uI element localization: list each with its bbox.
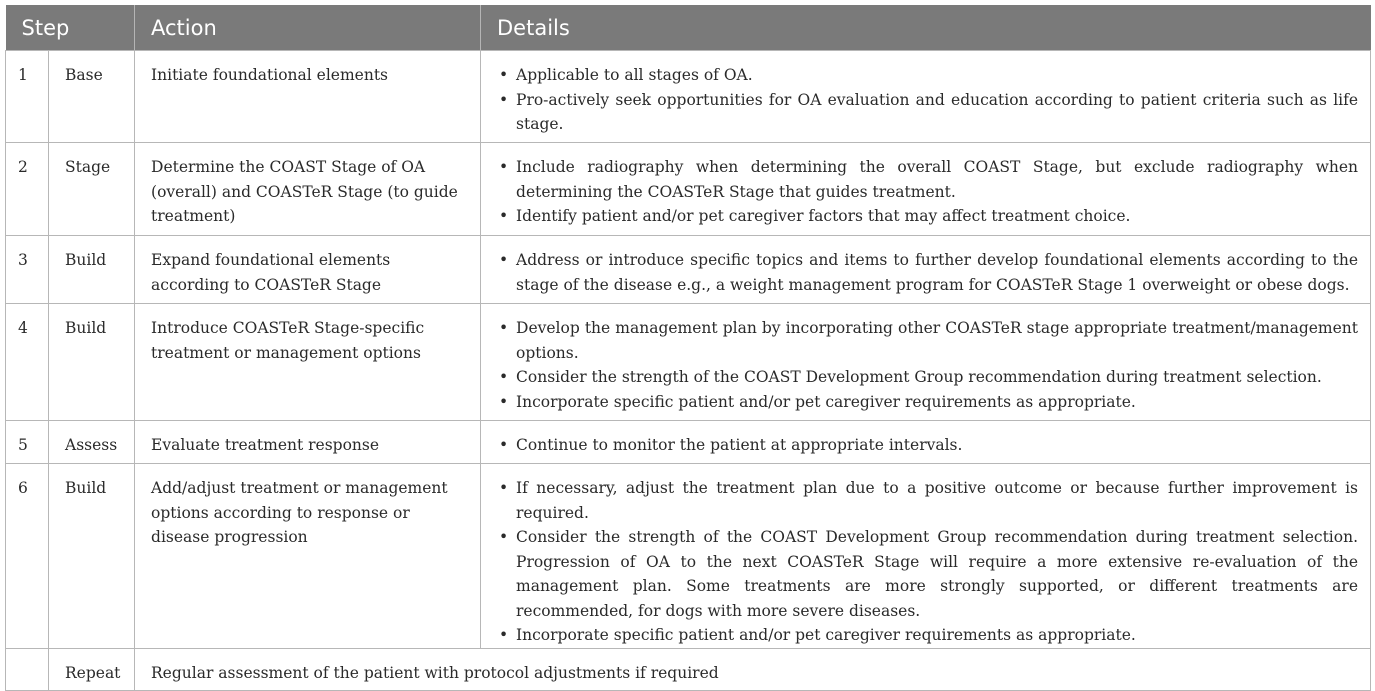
details-list xyxy=(499,248,1358,297)
action-cell: Evaluate treatment response xyxy=(135,421,481,464)
detail-item: • Consider the strength of the COAST Development Group recommendation during treatment selection. xyxy=(516,365,1358,390)
header-details: Details xyxy=(481,5,1371,51)
table-row xyxy=(6,648,1371,690)
action-cell: Introduce COASTeR Stage-specific treatment or management options xyxy=(135,304,481,421)
details-cell xyxy=(481,236,1371,304)
step-number: 6 xyxy=(6,464,49,649)
details-cell xyxy=(481,421,1371,464)
protocol-table xyxy=(5,5,1371,691)
table-row xyxy=(6,236,1371,304)
details-cell xyxy=(481,464,1371,649)
details-cell xyxy=(481,143,1371,236)
details-list xyxy=(499,155,1358,229)
detail-item: • Pro-actively seek opportunities for OA evaluation and education according to patient criteria such as life stage. xyxy=(516,88,1358,137)
header-step: Step xyxy=(6,5,135,51)
step-name: Repeat xyxy=(49,648,135,690)
action-cell: Determine the COAST Stage of OA (overall) and COASTeR Stage (to guide treatment) xyxy=(135,143,481,236)
step-name: Build xyxy=(49,236,135,304)
details-cell xyxy=(481,304,1371,421)
detail-item: • Incorporate specific patient and/or pet caregiver requirements as appropriate. xyxy=(516,390,1358,415)
step-name: Build xyxy=(49,464,135,649)
header-action: Action xyxy=(135,5,481,51)
detail-item: • Applicable to all stages of OA. xyxy=(516,63,1358,88)
table-row xyxy=(6,304,1371,421)
step-name: Assess xyxy=(49,421,135,464)
details-list xyxy=(499,63,1358,137)
detail-item: • Incorporate specific patient and/or pet caregiver requirements as appropriate. xyxy=(516,623,1358,648)
details-list xyxy=(499,316,1358,414)
repeat-action-cell: Regular assessment of the patient with protocol adjustments if required xyxy=(135,648,1371,690)
step-number: 5 xyxy=(6,421,49,464)
table-row xyxy=(6,421,1371,464)
details-list xyxy=(499,433,1358,458)
detail-item: • If necessary, adjust the treatment plan due to a positive outcome or because further improvement is required. xyxy=(516,476,1358,525)
action-cell: Initiate foundational elements xyxy=(135,51,481,143)
detail-item: • Include radiography when determining the overall COAST Stage, but exclude radiography when determining the COASTeR Stage that guides treatment. xyxy=(516,155,1358,204)
step-number: 3 xyxy=(6,236,49,304)
step-number xyxy=(6,648,49,690)
table-row xyxy=(6,51,1371,143)
action-cell: Add/adjust treatment or management options according to response or disease progression xyxy=(135,464,481,649)
step-number: 1 xyxy=(6,51,49,143)
detail-item: • Continue to monitor the patient at appropriate intervals. xyxy=(516,433,1358,458)
step-name: Build xyxy=(49,304,135,421)
table-row xyxy=(6,143,1371,236)
step-number: 2 xyxy=(6,143,49,236)
detail-item: • Identify patient and/or pet caregiver factors that may affect treatment choice. xyxy=(516,204,1358,229)
details-list xyxy=(499,476,1358,648)
table-row xyxy=(6,464,1371,649)
step-name: Base xyxy=(49,51,135,143)
step-name: Stage xyxy=(49,143,135,236)
detail-item: • Consider the strength of the COAST Development Group recommendation during treatment selection. Progression of OA to the next COASTeR Stage will require a more extensive re-evaluation of the management plan. Some treatments are more strongly supported, or different treatments are recommended, for dogs with more severe diseases. xyxy=(516,525,1358,623)
details-cell xyxy=(481,51,1371,143)
detail-item: • Address or introduce specific topics and items to further develop foundational elements according to the stage of the disease e.g., a weight management program for COASTeR Stage 1 overweight or obese dogs. xyxy=(516,248,1358,297)
header-row xyxy=(6,5,1371,51)
action-cell: Expand foundational elements according to COASTeR Stage xyxy=(135,236,481,304)
detail-item: • Develop the management plan by incorporating other COASTeR stage appropriate treatment/management options. xyxy=(516,316,1358,365)
step-number: 4 xyxy=(6,304,49,421)
